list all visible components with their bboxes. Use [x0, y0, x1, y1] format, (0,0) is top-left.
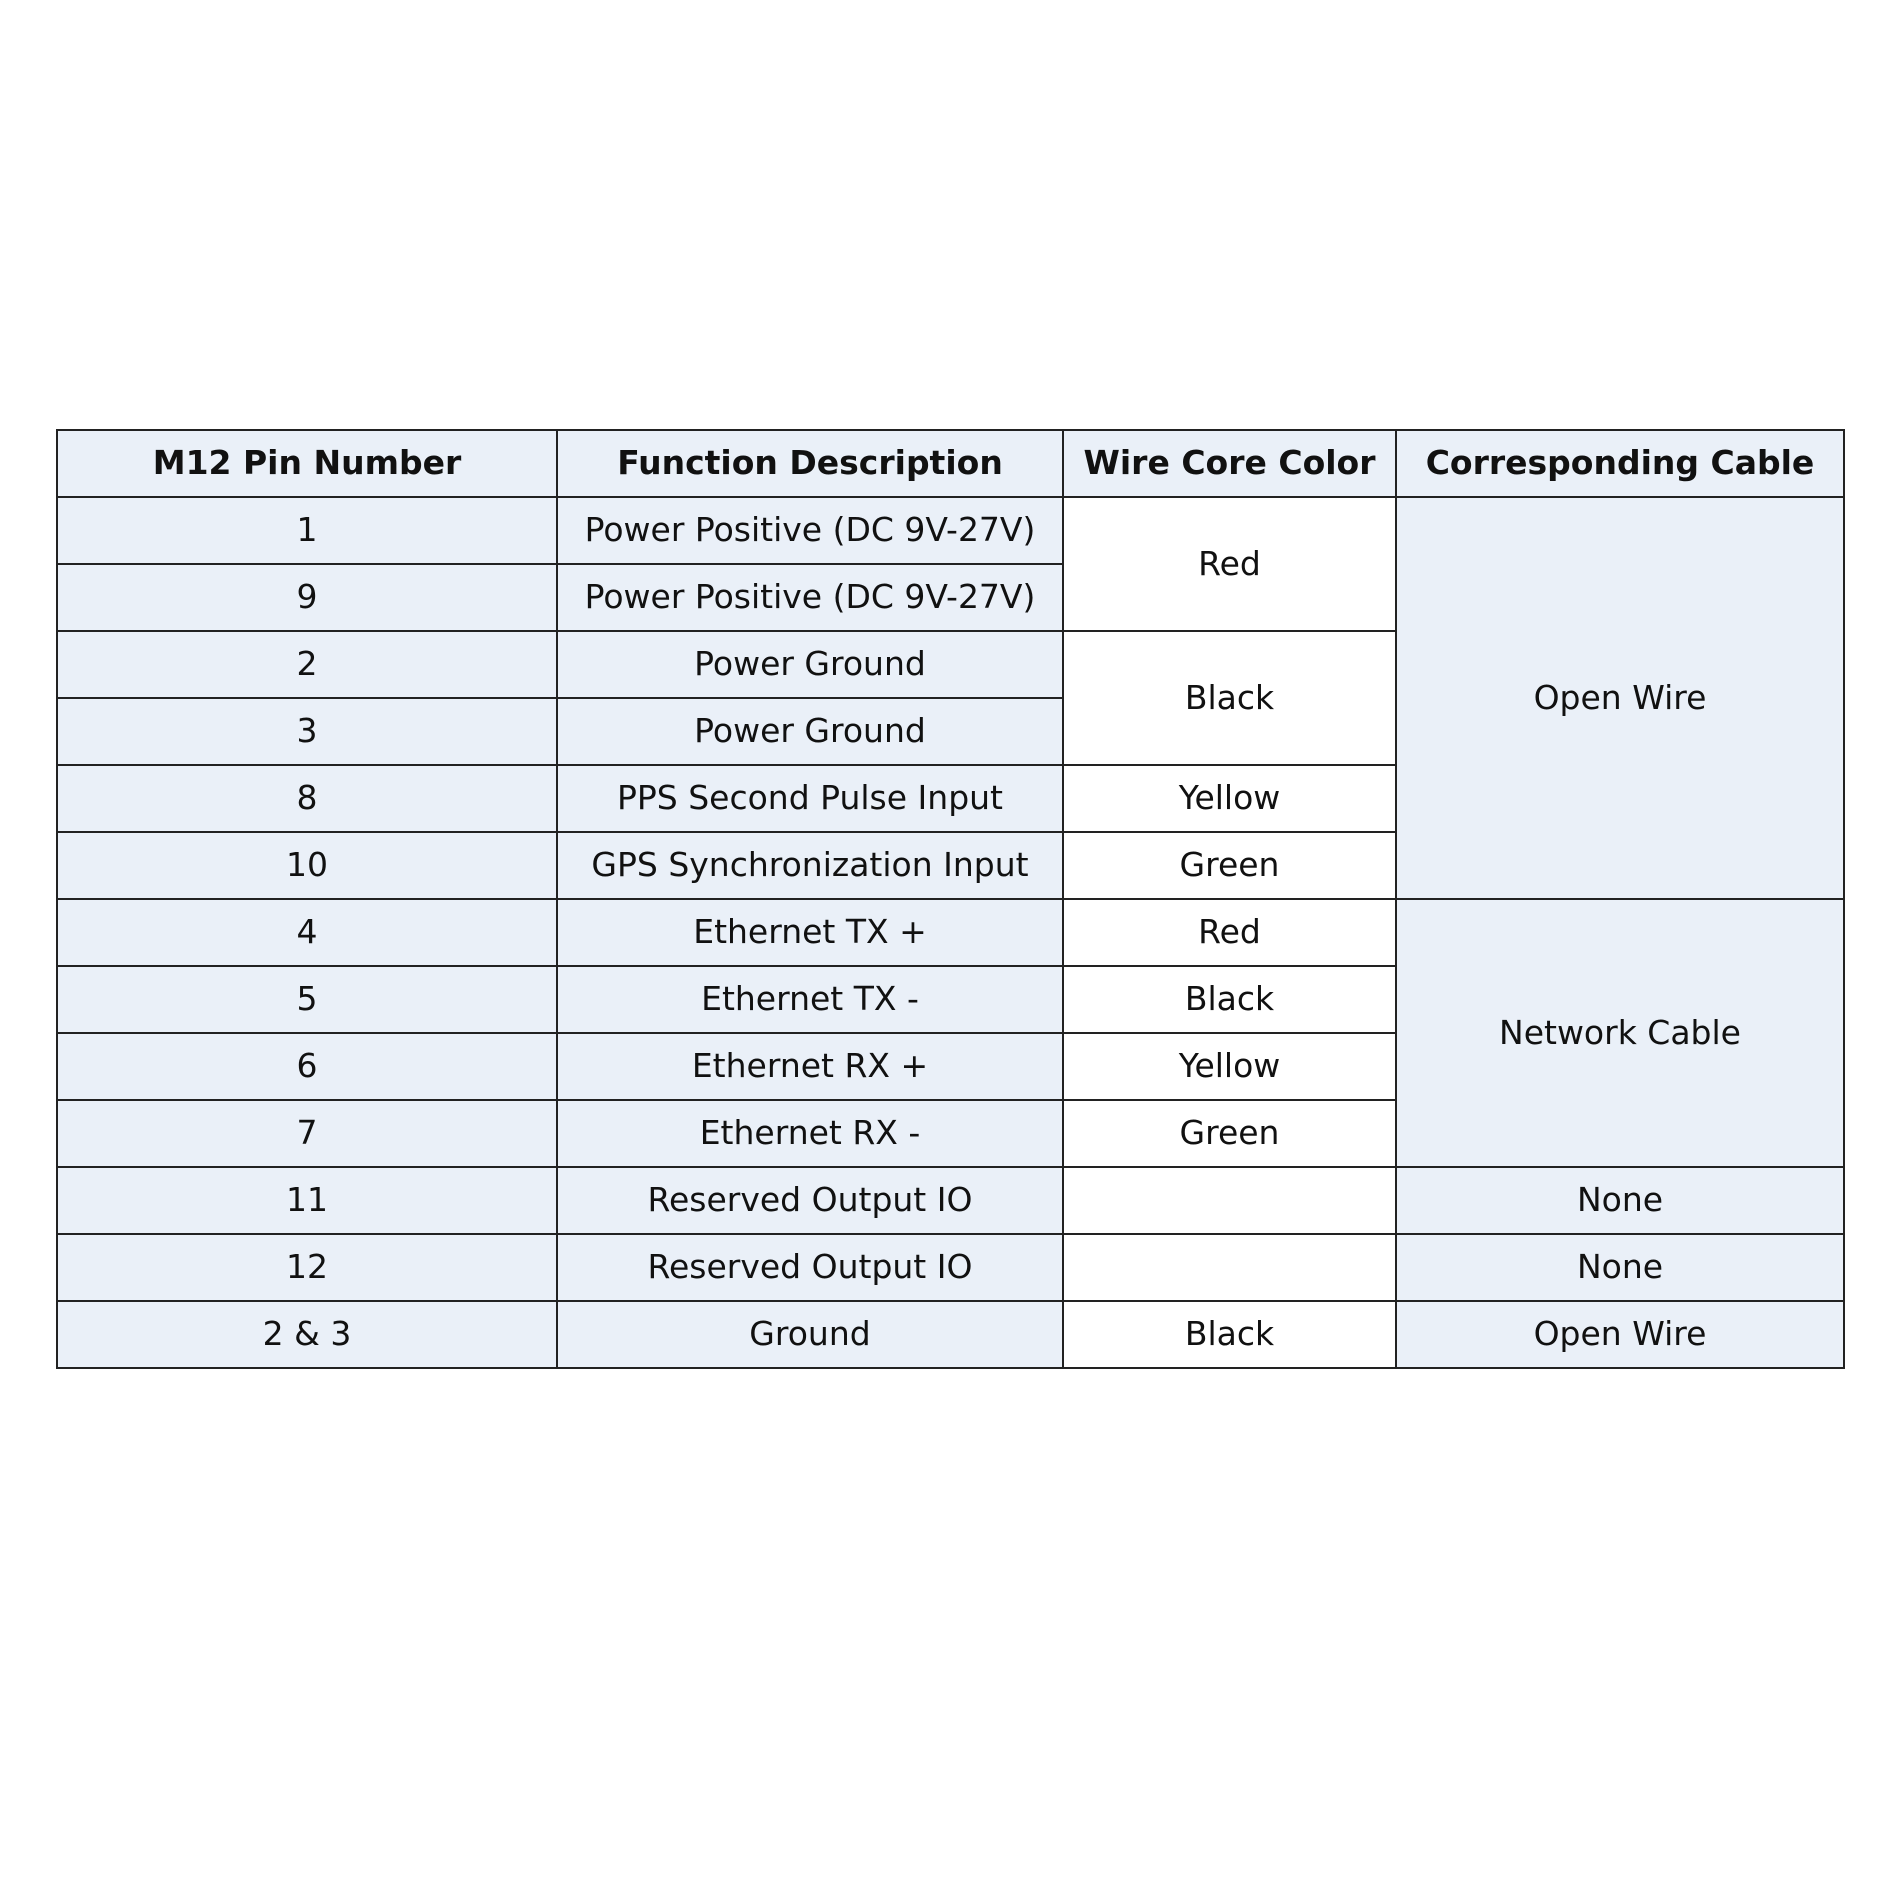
cable-cell: Open Wire: [1396, 497, 1844, 899]
pin-cell: 5: [57, 966, 557, 1033]
cable-cell: Open Wire: [1396, 1301, 1844, 1368]
header-pin-number: M12 Pin Number: [57, 430, 557, 497]
table-row: [57, 1234, 1844, 1301]
pin-cell: 2 & 3: [57, 1301, 557, 1368]
table-row: [57, 497, 1844, 564]
header-function-description: Function Description: [557, 430, 1063, 497]
color-cell: Black: [1063, 966, 1396, 1033]
header-row: [57, 430, 1844, 497]
function-cell: Ethernet RX +: [557, 1033, 1063, 1100]
pinout-table: [56, 429, 1845, 1369]
pin-cell: 11: [57, 1167, 557, 1234]
cable-cell: Network Cable: [1396, 899, 1844, 1167]
function-cell: GPS Synchronization Input: [557, 832, 1063, 899]
pin-cell: 10: [57, 832, 557, 899]
function-cell: Power Positive (DC 9V-27V): [557, 564, 1063, 631]
pin-cell: 8: [57, 765, 557, 832]
pin-cell: 1: [57, 497, 557, 564]
color-cell: Yellow: [1063, 765, 1396, 832]
pin-cell: 6: [57, 1033, 557, 1100]
color-cell: Black: [1063, 631, 1396, 765]
function-cell: Reserved Output IO: [557, 1234, 1063, 1301]
table-row: [57, 899, 1844, 966]
function-cell: Ethernet TX +: [557, 899, 1063, 966]
function-cell: Power Ground: [557, 631, 1063, 698]
function-cell: Power Positive (DC 9V-27V): [557, 497, 1063, 564]
color-cell: [1063, 1167, 1396, 1234]
cable-cell: None: [1396, 1167, 1844, 1234]
function-cell: Reserved Output IO: [557, 1167, 1063, 1234]
pin-cell: 3: [57, 698, 557, 765]
pin-cell: 9: [57, 564, 557, 631]
color-cell: Black: [1063, 1301, 1396, 1368]
table-row: [57, 1167, 1844, 1234]
color-cell: [1063, 1234, 1396, 1301]
function-cell: Power Ground: [557, 698, 1063, 765]
function-cell: Ethernet RX -: [557, 1100, 1063, 1167]
header-corresponding-cable: Corresponding Cable: [1396, 430, 1844, 497]
color-cell: Yellow: [1063, 1033, 1396, 1100]
pin-cell: 7: [57, 1100, 557, 1167]
header-wire-core-color: Wire Core Color: [1063, 430, 1396, 497]
color-cell: Red: [1063, 497, 1396, 631]
function-cell: Ethernet TX -: [557, 966, 1063, 1033]
color-cell: Green: [1063, 1100, 1396, 1167]
color-cell: Red: [1063, 899, 1396, 966]
pin-cell: 12: [57, 1234, 557, 1301]
pin-cell: 2: [57, 631, 557, 698]
function-cell: Ground: [557, 1301, 1063, 1368]
pin-cell: 4: [57, 899, 557, 966]
table-row: [57, 1301, 1844, 1368]
cable-cell: None: [1396, 1234, 1844, 1301]
color-cell: Green: [1063, 832, 1396, 899]
function-cell: PPS Second Pulse Input: [557, 765, 1063, 832]
